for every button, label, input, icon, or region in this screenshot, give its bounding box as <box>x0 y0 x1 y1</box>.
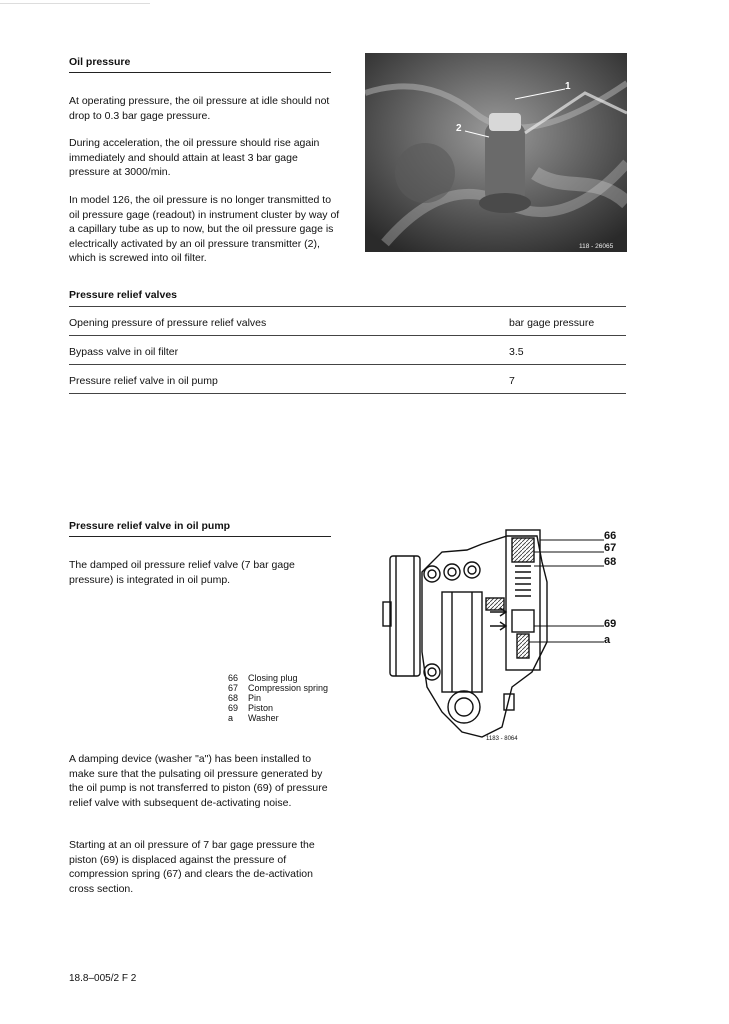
legend-label: Closing plug <box>248 673 298 683</box>
heading-relief-valve-oil-pump: Pressure relief valve in oil pump <box>69 520 231 532</box>
paragraph-damped-valve: The damped oil pressure relief valve (7 bar gage pressure) is integrated in oil pump. <box>69 559 295 586</box>
heading-rule <box>69 536 331 537</box>
paragraph-model-126: In model 126, the oil pressure is no longer transmitted to oil pressure gage (readout) in instrument cluster by way of a capillary tube as up to now, but the oil pressure gage is electrically activated by an oil pressure transmitter (2), which is screwed into oil filter. <box>69 194 340 264</box>
legend-number: a <box>228 713 234 723</box>
heading-rule <box>69 72 331 73</box>
photo-callout-1: 1 <box>565 81 571 92</box>
legend-item <box>228 673 328 683</box>
table-header-cell: bar gage pressure <box>509 317 595 329</box>
diagram-callout-69: 69 <box>604 618 617 630</box>
table-cell: 3.5 <box>509 346 524 358</box>
heading-pressure-relief-valves: Pressure relief valves <box>69 289 177 301</box>
heading-oil-pressure: Oil pressure <box>69 56 131 68</box>
legend-item <box>228 693 328 703</box>
legend-number: 68 <box>228 693 239 703</box>
oil-pump-diagram <box>382 522 627 747</box>
pressure-relief-table <box>69 306 626 394</box>
legend-item <box>228 713 328 723</box>
table-cell: Pressure relief valve in oil pump <box>69 375 218 387</box>
table-header-row <box>69 306 626 335</box>
diagram-callout-66: 66 <box>604 530 617 542</box>
paragraph-displacement: Starting at an oil pressure of 7 bar gage pressure the piston (69) is displaced against the pressure of compression spring (67) and clears the de-activation cross section. <box>69 839 315 895</box>
diagram-callout-67: 67 <box>604 542 617 554</box>
legend-number: 66 <box>228 673 239 683</box>
engine-photo <box>365 53 627 252</box>
diagram-callout-68: 68 <box>604 556 617 568</box>
table-header-cell: Opening pressure of pressure relief valves <box>69 317 267 329</box>
legend-item <box>228 683 328 693</box>
table-cell: 7 <box>509 375 515 387</box>
diagram-reference-code: 1183 - 8064 <box>486 736 518 742</box>
diagram-callout-a: a <box>604 634 611 646</box>
page-reference: 18.8–005/2 F 2 <box>69 973 137 984</box>
parts-legend <box>228 673 328 723</box>
table-cell: Bypass valve in oil filter <box>69 346 179 358</box>
paragraph-idle-pressure: At operating pressure, the oil pressure at idle should not drop to 0.3 bar gage pressure. <box>69 95 330 122</box>
paragraph-acceleration: During acceleration, the oil pressure should rise again immediately and should attain at least 3 bar gage pressure at 3000/min. <box>69 137 320 178</box>
paragraph-damping-device: A damping device (washer "a") has been installed to make sure that the pulsating oil pressure generated by the oil pump is not transferred to piston (69) of pressure relief valve with subsequent de-activating noise. <box>69 753 328 809</box>
table-row <box>69 335 626 364</box>
legend-item <box>228 703 328 713</box>
legend-label: Washer <box>248 713 279 723</box>
photo-callout-2: 2 <box>456 123 462 134</box>
top-edge-rule <box>0 3 150 4</box>
legend-label: Pin <box>248 693 262 703</box>
legend-number: 67 <box>228 683 239 693</box>
table-row <box>69 364 626 394</box>
legend-label: Compression spring <box>248 683 329 693</box>
photo-reference-code: 118 - 26065 <box>579 243 614 250</box>
legend-number: 69 <box>228 703 239 713</box>
legend-label: Piston <box>248 703 274 713</box>
